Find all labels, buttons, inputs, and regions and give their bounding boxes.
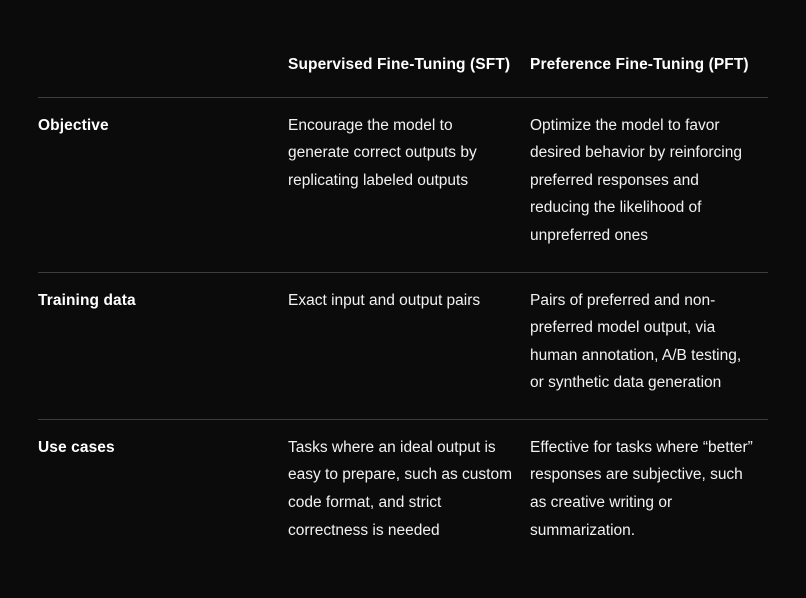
cell-training-data-sft [288,272,530,419]
cell-objective-sft [288,97,530,272]
cell-text: Exact input and output pairs [288,291,481,309]
table-row [38,97,768,272]
table-body [38,97,768,570]
table-header-row [38,52,768,97]
table-row [38,419,768,570]
cell-text: Encourage the model to generate correct outputs by replicating labeled outputs [288,116,477,189]
table-row [38,272,768,419]
comparison-table [38,52,768,570]
table-header [38,52,768,97]
column-header-pft: Preference Fine-Tuning (PFT) [530,56,749,73]
cell-use-cases-sft [288,419,530,570]
column-header-sft: Supervised Fine-Tuning (SFT) [288,56,511,73]
cell-text: Pairs of preferred and non-preferred model output, via human annotation, A/B testing, or synthetic data generation [530,291,742,392]
row-label-use-cases: Use cases [38,438,115,456]
cell-text: Tasks where an ideal output is easy to prepare, such as custom code format, and strict correctness is needed [288,438,513,539]
cell-text: Optimize the model to favor desired behavior by reinforcing preferred responses and reducing the likelihood of unpreferred ones [530,116,742,244]
cell-text: Effective for tasks where “better” responses are subjective, such as creative writing or summarization. [530,438,753,539]
column-header-blank [38,52,288,97]
row-label-training-data: Training data [38,291,136,309]
cell-objective-pft [530,97,768,272]
row-label-objective: Objective [38,116,109,134]
cell-training-data-pft [530,272,768,419]
cell-use-cases-pft [530,419,768,570]
